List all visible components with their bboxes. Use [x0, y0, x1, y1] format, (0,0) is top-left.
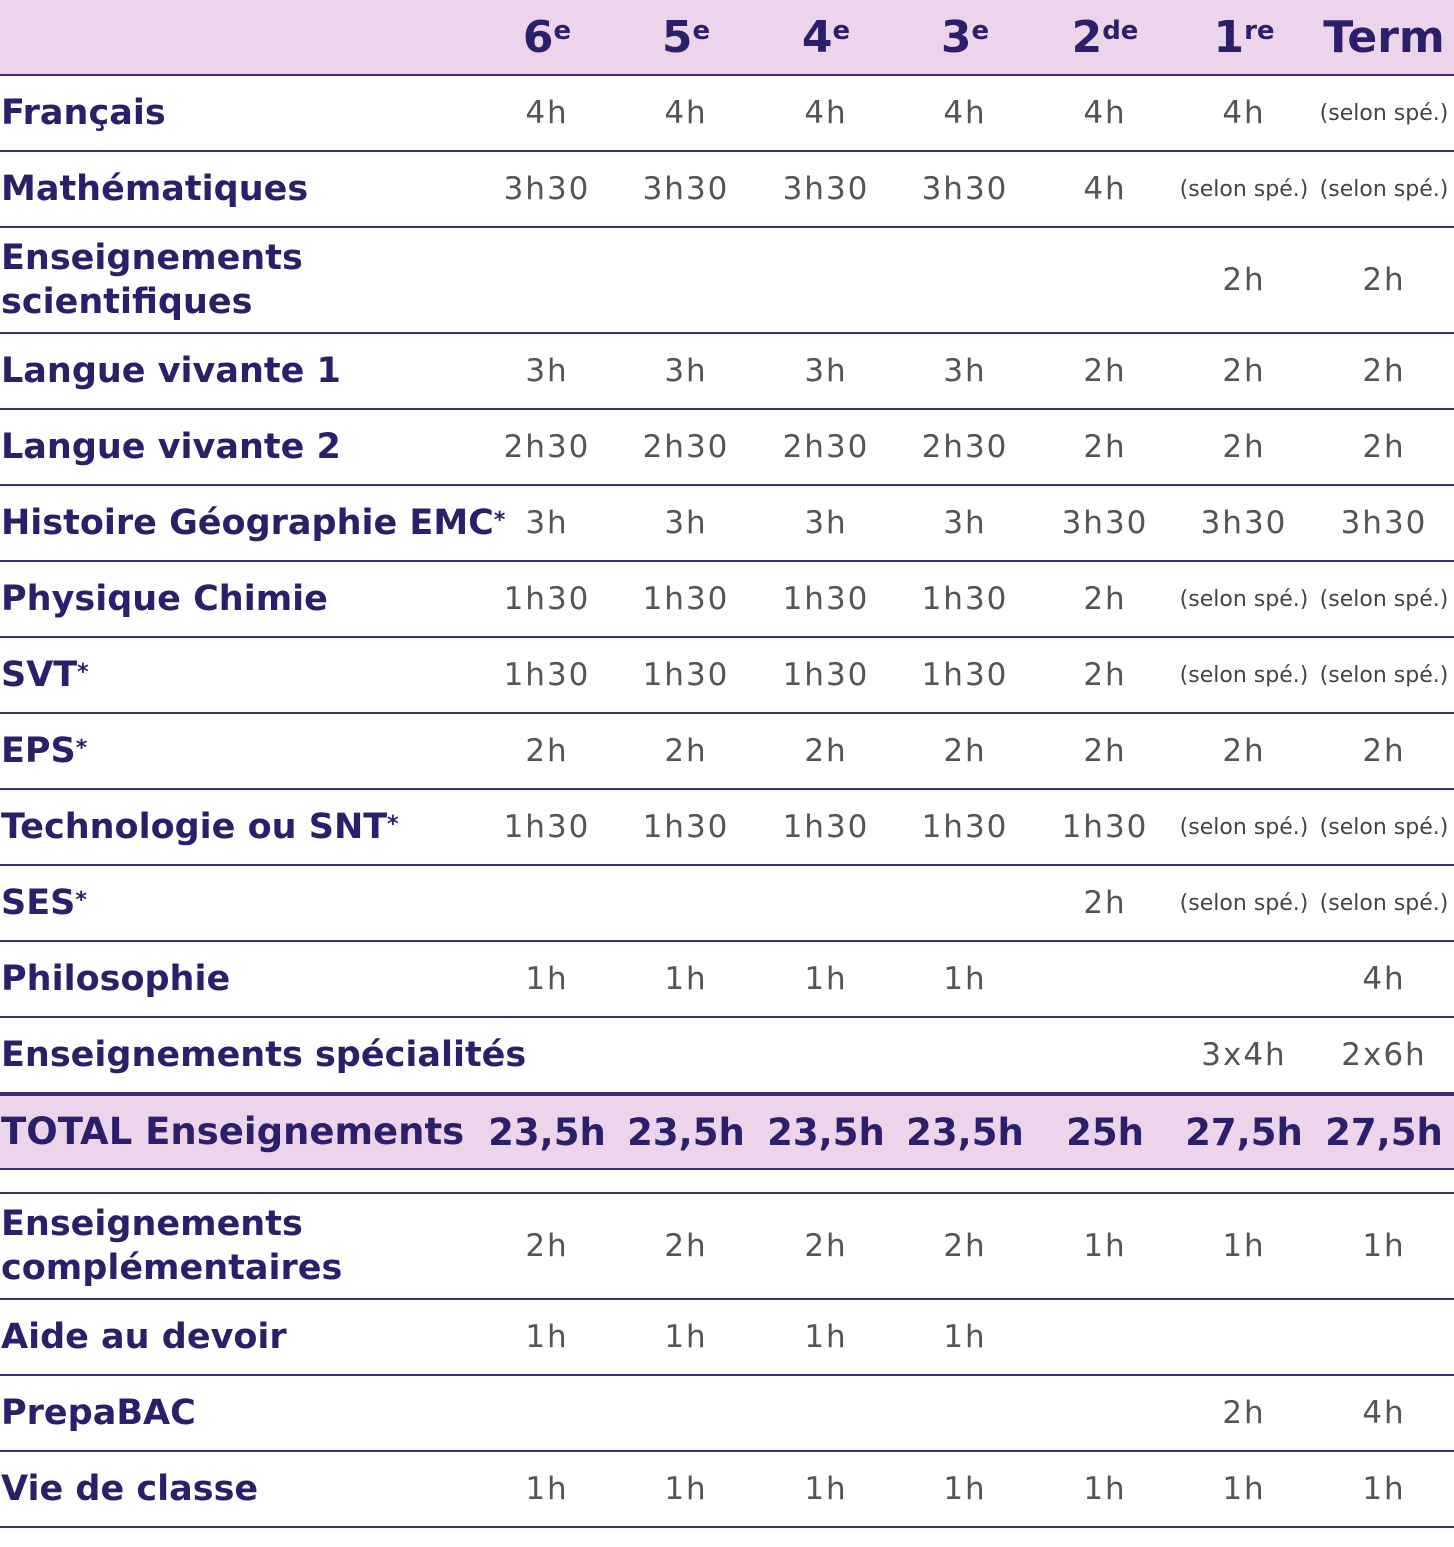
hours-cell: 1h30 [782, 657, 870, 693]
footnote-asterisk: * [387, 812, 399, 837]
header-level-5e: 5 $^e$ [661, 11, 711, 63]
hours-cell [895, 1376, 1035, 1450]
hours-cell [1035, 1018, 1175, 1092]
hours-cell: 4h [1222, 95, 1266, 131]
eps-label [1, 714, 87, 788]
hours-cell: 1h30 [503, 657, 591, 693]
hours-cell: 1h [1362, 1471, 1406, 1507]
hours-cell: 1h30 [642, 581, 730, 617]
row-label-text: Philosophie [1, 959, 231, 999]
hours-cell: 4h [943, 95, 987, 131]
svt-label [1, 638, 89, 712]
header-row [0, 0, 1454, 76]
row-label-text: Enseignements scientifiques [1, 238, 303, 322]
hours-cell: 25h [1066, 1110, 1144, 1154]
hours-cell: 3h30 [1061, 505, 1149, 541]
hours-cell: 1h30 [782, 809, 870, 845]
physique-chimie-row [0, 562, 1454, 638]
hours-cell: 2h [1362, 353, 1406, 389]
hours-cell: 1h [525, 1471, 569, 1507]
eps-row [0, 714, 1454, 790]
enseignements-complementaires-row [0, 1194, 1454, 1300]
hours-cell: 1h [804, 1319, 848, 1355]
hours-cell [756, 228, 896, 332]
header-level-term: Term [1323, 11, 1445, 63]
hours-cell: 1h [804, 961, 848, 997]
hours-cell [477, 1376, 617, 1450]
hours-cell: 3h30 [921, 171, 1009, 207]
hours-cell: 1h [525, 1319, 569, 1355]
hours-cell: 2h [1222, 429, 1266, 465]
enseignements-scientifiques-row [0, 228, 1454, 334]
hours-cell: (selon spé.) [1319, 814, 1449, 840]
enseignements-specialites-row [0, 1018, 1454, 1094]
hours-cell: (selon spé.) [1179, 814, 1309, 840]
histoire-geographie-emc-label [1, 486, 505, 560]
hours-cell: 2h [525, 733, 569, 769]
histoire-geographie-emc-row [0, 486, 1454, 562]
hours-cell: 23,5h [767, 1110, 885, 1154]
hours-cell [756, 1376, 896, 1450]
hours-cell: 2h [1083, 733, 1127, 769]
hours-cell: (selon spé.) [1179, 662, 1309, 688]
hours-cell: 1h30 [503, 809, 591, 845]
hours-cell: (selon spé.) [1179, 586, 1309, 612]
hours-cell: 2h [1083, 353, 1127, 389]
hours-cell: 27,5h [1185, 1110, 1303, 1154]
hours-cell: 1h30 [782, 581, 870, 617]
hours-cell: 2h [804, 1228, 848, 1264]
hours-cell [756, 1018, 896, 1092]
ses-label [1, 866, 87, 940]
row-label-text: SVT [1, 655, 78, 695]
hours-cell: 2h [664, 733, 708, 769]
enseignements-specialites-label [1, 1018, 526, 1092]
hours-cell: 23,5h [627, 1110, 745, 1154]
hours-cell: 2h30 [921, 429, 1009, 465]
row-label-text: Enseignements spécialités [1, 1035, 527, 1075]
total-enseignements-row [0, 1094, 1454, 1170]
technologie-ou-snt-label [1, 790, 399, 864]
header-level-2de: 2 $^{de}$ [1071, 11, 1139, 63]
row-label-text: Français [1, 93, 166, 133]
hours-cell: 2h30 [782, 429, 870, 465]
hours-cell: 3x4h [1201, 1037, 1287, 1073]
row-label-text: Enseignements complémentaires [1, 1204, 343, 1288]
hours-cell: 3h [804, 353, 848, 389]
hours-cell [616, 866, 756, 940]
aide-au-devoir-label [1, 1300, 287, 1374]
francais-row [0, 76, 1454, 152]
hours-cell: 4h [804, 95, 848, 131]
hours-cell: 4h [1083, 171, 1127, 207]
hours-cell: 3h [525, 353, 569, 389]
hours-cell: 2h [1222, 733, 1266, 769]
hours-cell [895, 1018, 1035, 1092]
hours-cell: 1h30 [921, 581, 1009, 617]
hours-cell: 3h [525, 505, 569, 541]
hours-cell: 4h [1362, 1395, 1406, 1431]
hours-cell: 2h [1222, 1395, 1266, 1431]
hours-cell: 2h [804, 733, 848, 769]
row-label-text: Aide au devoir [1, 1317, 287, 1357]
row-label-text: Histoire Géographie EMC [1, 503, 494, 543]
hours-cell: 3h [804, 505, 848, 541]
footnote-asterisk: * [75, 736, 88, 761]
row-label-text: PrepaBAC [1, 1393, 196, 1433]
francais-label [1, 76, 166, 150]
hours-cell: 2h [1083, 657, 1127, 693]
row-label-text: Physique Chimie [1, 579, 328, 619]
hours-cell: (selon spé.) [1319, 586, 1449, 612]
svt-row [0, 638, 1454, 714]
row-label-text: Langue vivante 2 [1, 427, 341, 467]
hours-cell: 2h [1362, 733, 1406, 769]
hours-cell: 1h30 [503, 581, 591, 617]
vie-de-classe-row [0, 1452, 1454, 1528]
langue-vivante-2-row [0, 410, 1454, 486]
technologie-ou-snt-row [0, 790, 1454, 866]
hours-cell: (selon spé.) [1179, 890, 1309, 916]
hours-cell: 3h30 [782, 171, 870, 207]
hours-cell [1035, 228, 1175, 332]
hours-cell: 3h30 [503, 171, 591, 207]
hours-cell: 3h [664, 505, 708, 541]
hours-cell: 1h [943, 1471, 987, 1507]
hours-cell: 2h [1362, 429, 1406, 465]
aide-au-devoir-row [0, 1300, 1454, 1376]
hours-cell: 1h [1083, 1471, 1127, 1507]
hours-cell [477, 1018, 617, 1092]
row-label-text: EPS [1, 731, 76, 771]
hours-cell: 3h [664, 353, 708, 389]
hours-cell: 1h [1362, 1228, 1406, 1264]
hours-cell: 1h30 [642, 809, 730, 845]
hours-cell: 2h [943, 1228, 987, 1264]
hours-cell: 4h [664, 95, 708, 131]
hours-cell: 4h [525, 95, 569, 131]
hours-cell [616, 228, 756, 332]
hours-cell: 1h30 [1061, 809, 1149, 845]
hours-cell: 3h [943, 353, 987, 389]
enseignements-complementaires-label [1, 1194, 342, 1298]
hours-cell: 4h [1083, 95, 1127, 131]
hours-cell [477, 866, 617, 940]
hours-cell [1314, 1300, 1454, 1374]
hours-cell: 1h [1222, 1471, 1266, 1507]
hours-cell: 1h [943, 1319, 987, 1355]
hours-cell: 1h [525, 961, 569, 997]
hours-cell [616, 1018, 756, 1092]
footnote-asterisk: * [75, 888, 87, 913]
hours-cell: (selon spé.) [1319, 100, 1449, 126]
hours-cell [1035, 1300, 1175, 1374]
hours-cell [756, 866, 896, 940]
footnote-asterisk: * [493, 508, 506, 533]
header-level-3e: 3 $^e$ [940, 11, 990, 63]
hours-cell: 2h [1222, 262, 1266, 298]
hours-cell: 1h [804, 1471, 848, 1507]
hours-cell: 3h30 [642, 171, 730, 207]
physique-chimie-label [1, 562, 328, 636]
header-level-6e: 6 $^e$ [522, 11, 572, 63]
hours-cell: 3h30 [1340, 505, 1428, 541]
hours-cell: 2h30 [642, 429, 730, 465]
enseignements-scientifiques-label [1, 228, 303, 332]
hours-cell: 1h [664, 1319, 708, 1355]
hours-cell: 2h [943, 733, 987, 769]
langue-vivante-1-row [0, 334, 1454, 410]
prepabac-label [1, 1376, 196, 1450]
hours-cell: 2h [1083, 429, 1127, 465]
row-label-text: Mathématiques [1, 169, 309, 209]
row-label-text: Langue vivante 1 [1, 351, 341, 391]
hours-cell [895, 866, 1035, 940]
hours-cell: 1h [1083, 1228, 1127, 1264]
hours-cell: 2h [1083, 581, 1127, 617]
hours-cell: 1h [943, 961, 987, 997]
row-label-text: SES [1, 883, 76, 923]
langue-vivante-2-label [1, 410, 341, 484]
philosophie-row [0, 942, 1454, 1018]
hours-cell: 1h [1222, 1228, 1266, 1264]
hours-cell: 27,5h [1325, 1110, 1443, 1154]
hours-cell: (selon spé.) [1319, 662, 1449, 688]
header-level-1re: 1 $^{re}$ [1213, 11, 1275, 63]
hours-cell [1174, 942, 1314, 1016]
hours-cell: 1h30 [642, 657, 730, 693]
total-enseignements-label [1, 1096, 464, 1168]
mathematiques-row [0, 152, 1454, 228]
hours-cell: 2h30 [503, 429, 591, 465]
mathematiques-label [1, 152, 308, 226]
hours-cell: 1h [664, 961, 708, 997]
hours-cell: 2h [1222, 353, 1266, 389]
row-label-text: TOTAL Enseignements [1, 1110, 465, 1153]
hours-cell [1174, 1300, 1314, 1374]
philosophie-label [1, 942, 230, 1016]
row-label-text: Technologie ou SNT [1, 807, 388, 847]
hours-cell [1035, 1376, 1175, 1450]
langue-vivante-1-label [1, 334, 341, 408]
vie-de-classe-label [1, 1452, 258, 1526]
hours-cell: (selon spé.) [1319, 890, 1449, 916]
hours-cell: 3h [943, 505, 987, 541]
hours-cell [895, 228, 1035, 332]
hours-cell [477, 228, 617, 332]
hours-cell [616, 1376, 756, 1450]
prepabac-row [0, 1376, 1454, 1452]
hours-cell: 3h30 [1200, 505, 1288, 541]
hours-cell: 2x6h [1341, 1037, 1427, 1073]
row-label-text: Vie de classe [1, 1469, 259, 1509]
hours-cell: 1h30 [921, 809, 1009, 845]
hours-cell: 23,5h [488, 1110, 606, 1154]
hours-cell: 1h30 [921, 657, 1009, 693]
hours-cell: 1h [664, 1471, 708, 1507]
hours-cell: (selon spé.) [1319, 176, 1449, 202]
section-gap [0, 1164, 1454, 1194]
hours-cell: (selon spé.) [1179, 176, 1309, 202]
hours-cell: 2h [525, 1228, 569, 1264]
hours-cell: 4h [1362, 961, 1406, 997]
footnote-asterisk: * [77, 660, 89, 685]
hours-cell: 2h [1083, 885, 1127, 921]
hours-cell: 23,5h [906, 1110, 1024, 1154]
header-level-4e: 4 $^e$ [801, 11, 851, 63]
hours-cell: 2h [1362, 262, 1406, 298]
hours-cell [1035, 942, 1175, 1016]
ses-row [0, 866, 1454, 942]
hours-cell: 2h [664, 1228, 708, 1264]
